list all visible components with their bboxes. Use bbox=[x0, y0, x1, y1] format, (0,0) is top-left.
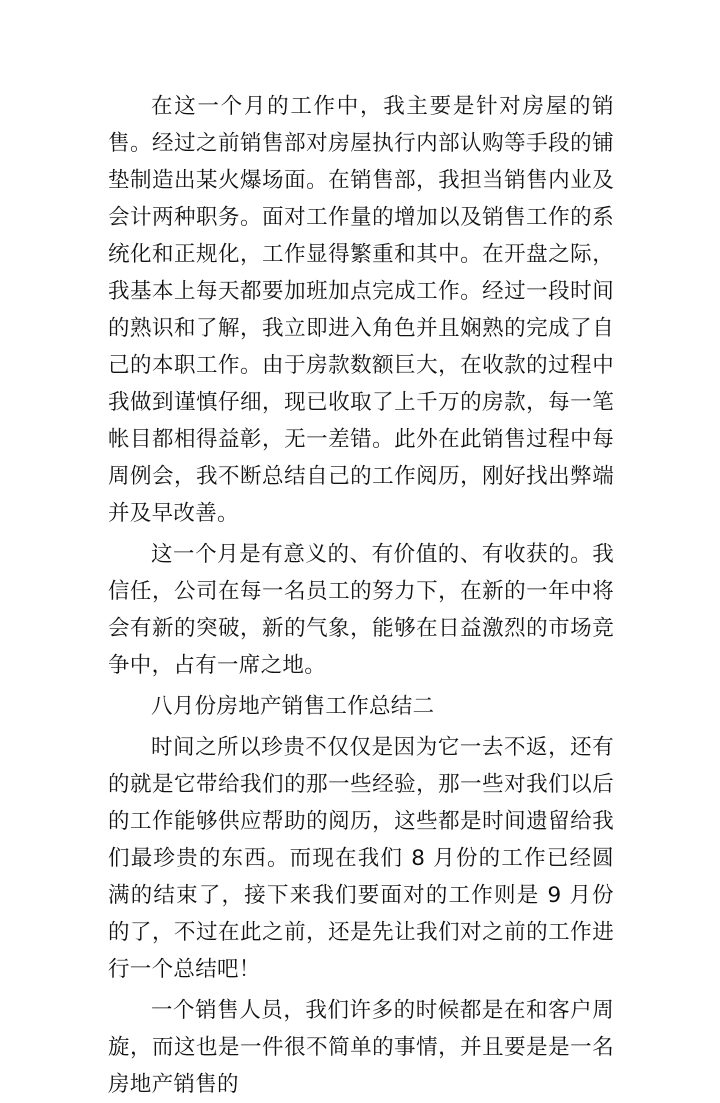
paragraph-4: 一个销售人员，我们许多的时候都是在和客户周旋，而这也是一件很不简单的事情，并且要是是一名房地产销售的 bbox=[108, 998, 614, 1097]
section-heading: 八月份房地产销售工作总结二 bbox=[151, 694, 435, 719]
paragraph-1: 在这一个月的工作中，我主要是针对房屋的销售。经过之前销售部对房屋执行内部认购等手段的铺垫制造出某火爆场面。在销售部，我担当销售内业及会计两种职务。面对工作量的增加以及销售工作的系统化和正规化，工作显得繁重和其中。在开盘之际，我基本上每天都要加班加点完成工作。经过一段时间的熟识和了解，我立即进入角色并且娴熟的完成了自己的本职工作。由于房款数额巨大，在收款的过程中我做到谨慎仔细，现已收取了上千万的房款，每一笔帐目都相得益彰，无一差错。此外在此销售过程中每周例会，我不断总结自己的工作阅历，刚好找出弊端并及早改善。 bbox=[108, 94, 614, 526]
paragraph-3: 时间之所以珍贵不仅仅是因为它一去不返，还有的就是它带给我们的那一些经验，那一些对我们以后的工作能够供应帮助的阅历，这些都是时间遗留给我们最珍贵的东西。而现在我们 8 月份的工作已经圆满的结束了，接下来我们要面对的工作则是 9 月份的了，不过在此之前，还是先让我们对之前的工作进行一个总结吧！ bbox=[108, 735, 614, 982]
paragraph-2: 这一个月是有意义的、有价值的、有收获的。我信任，公司在每一名员工的努力下，在新的一年中将会有新的突破，新的气象，能够在日益激烈的市场竞争中，占有一席之地。 bbox=[108, 542, 614, 678]
document-body bbox=[108, 88, 614, 1103]
